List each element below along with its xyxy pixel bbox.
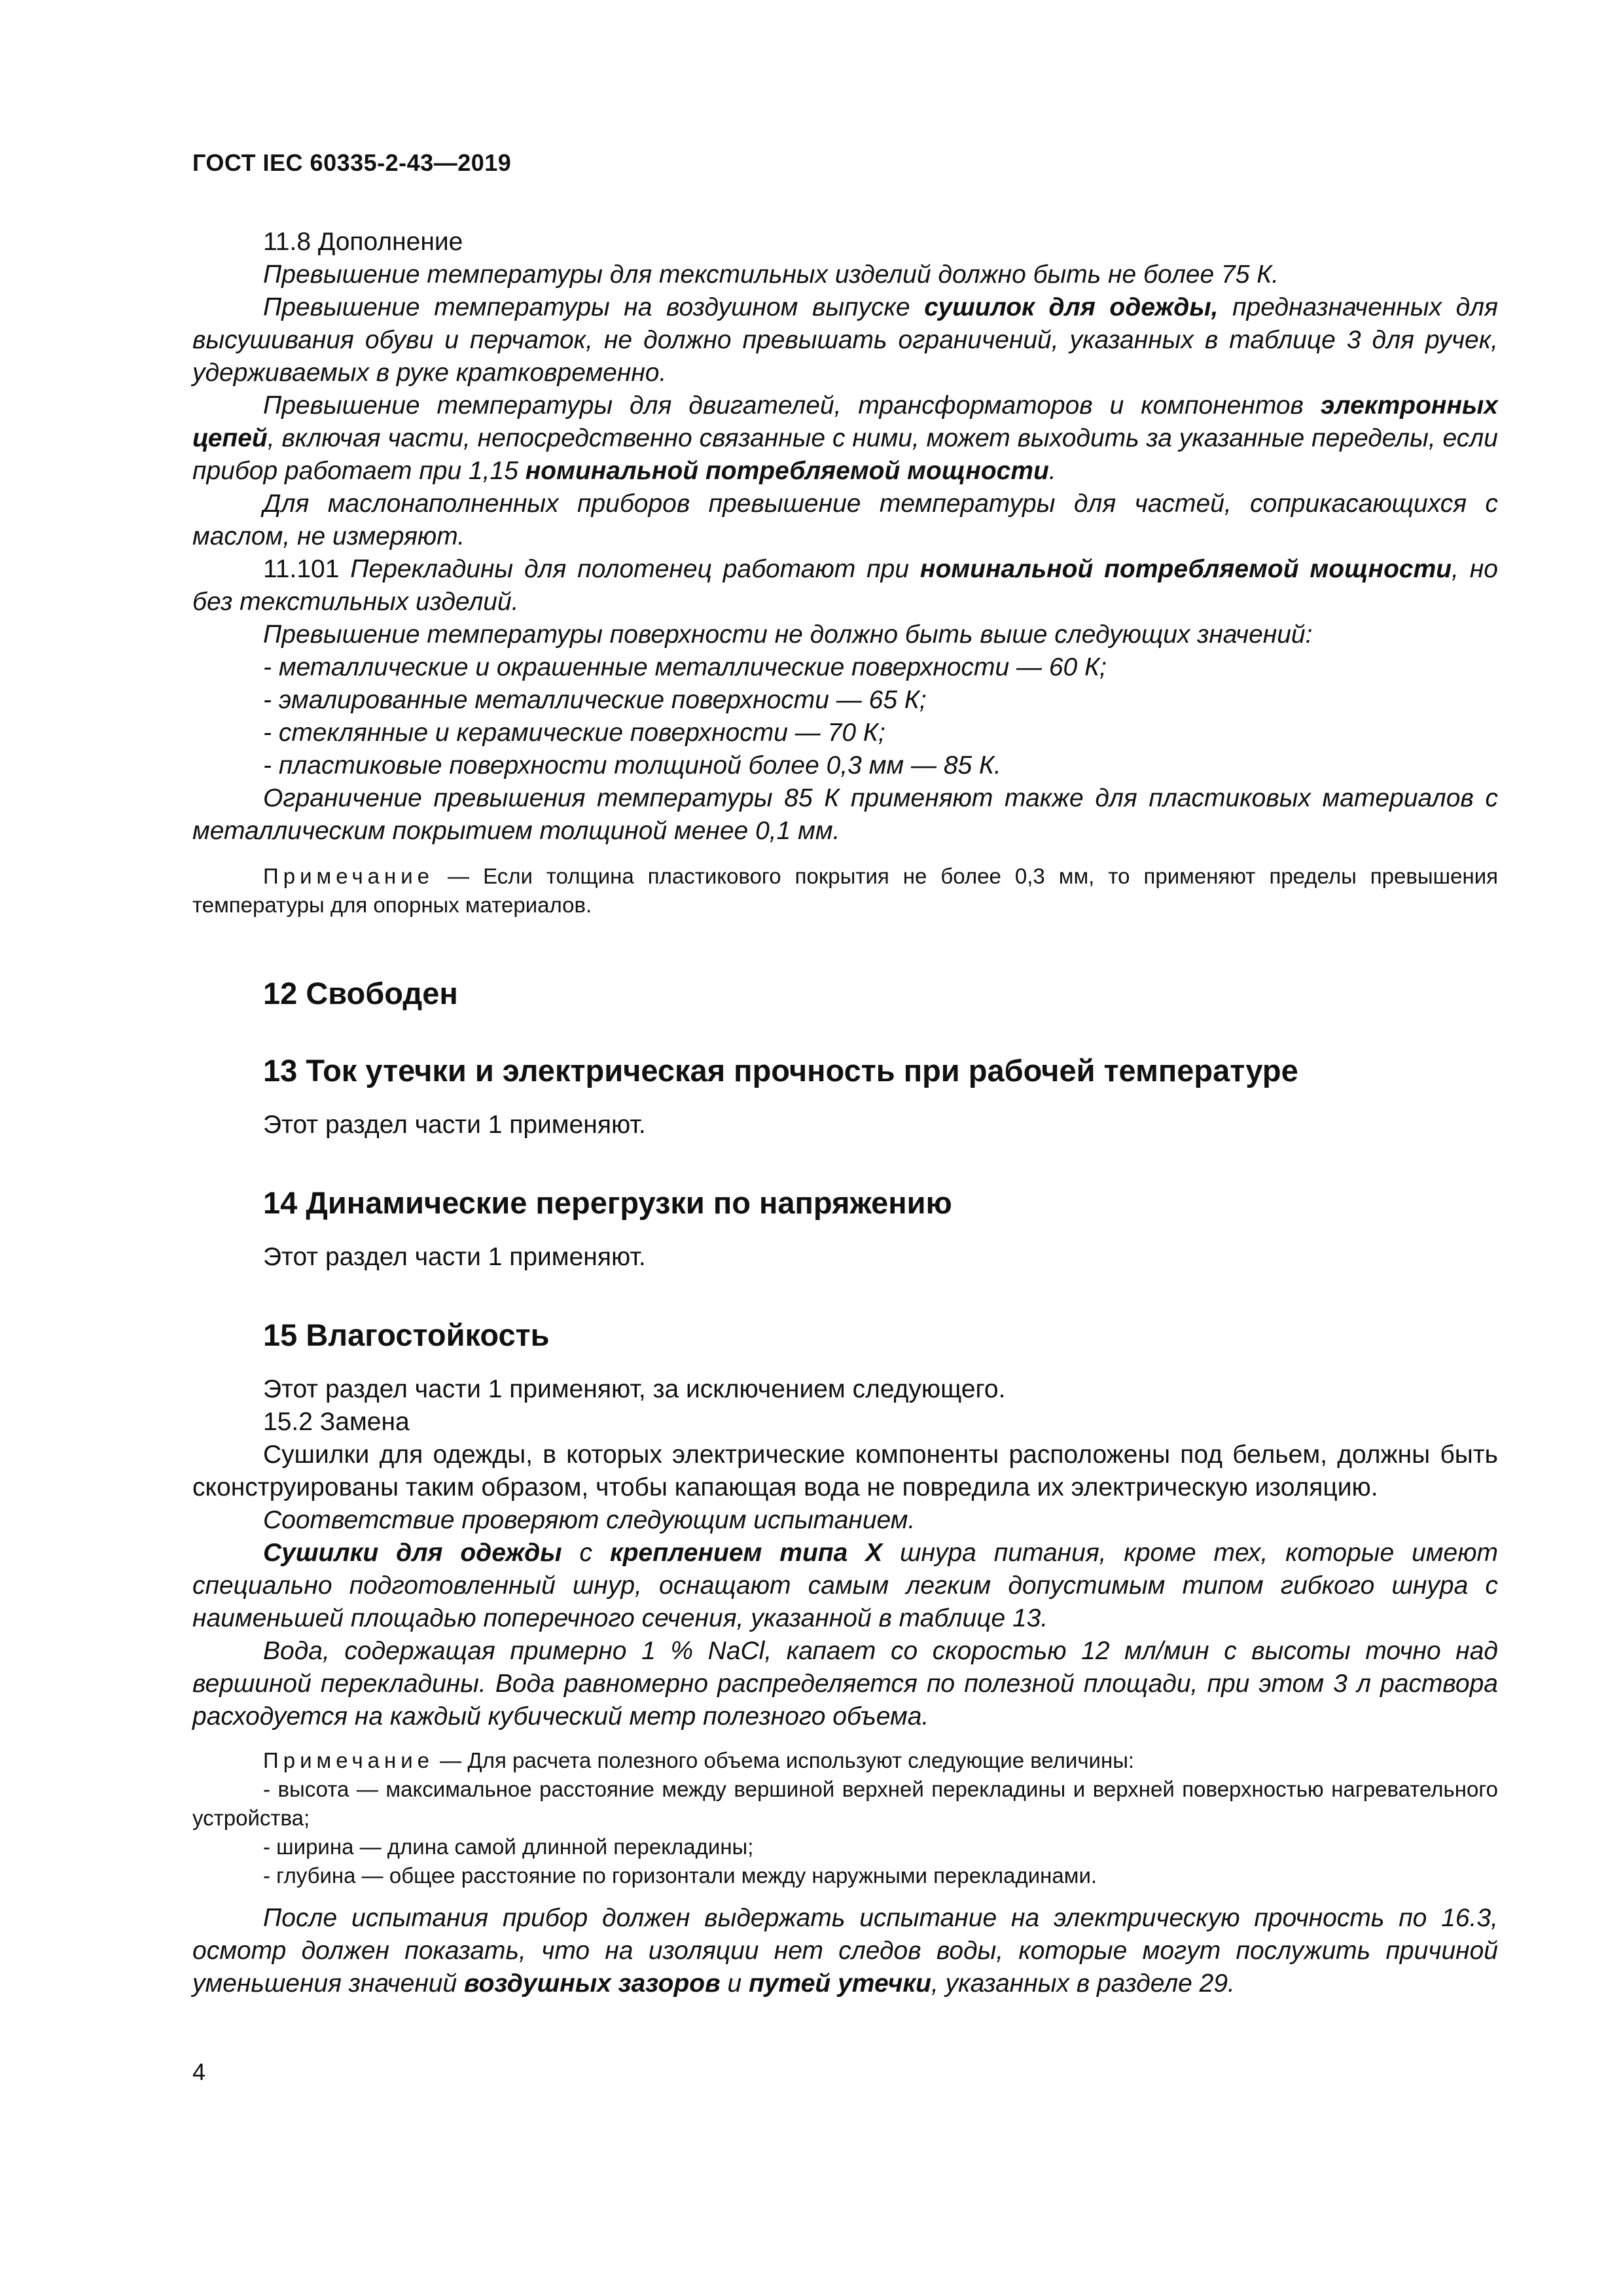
- paragraph: Сушилки для одежды с креплением типа X шнура питания, кроме тех, которые имеют специально подготовленный шнур, оснащают самым легким допустимым типом гибкого шнура с наименьшей площадью поперечного сечения, указанной в таблице 13.: [192, 1539, 1499, 1632]
- section-14-block: [192, 1183, 1498, 1274]
- section-15-block: [192, 1316, 1498, 2000]
- paragraph: Сушилки для одежды, в которых электрические компоненты расположены под бельем, должны быть сконструированы таким образом, чтобы капающая вода не повредила их электрическую изоляцию.: [192, 1441, 1498, 1501]
- paragraph: Вода, содержащая примерно 1 % NaCl, капает со скоростью 12 мл/мин с высоты точно над вершиной перекладины. Вода равномерно распределяется по полезной площади, при этом 3 л раствора расходуется на каждый кубический метр полезного объема.: [192, 1637, 1498, 1731]
- section-11-block: [192, 226, 1498, 920]
- section-14-title: 14 Динамические перегрузки по напряжению: [263, 1185, 952, 1220]
- list-item: - стеклянные и керамические поверхности — 70 К;: [263, 719, 885, 747]
- document-header: ГОСТ IEC 60335-2-43—2019: [192, 149, 512, 176]
- clause-15-2-title: 15.2 Замена: [263, 1408, 410, 1436]
- section-13-block: [192, 1051, 1498, 1141]
- clause-11-101: 11.101 Перекладины для полотенец работают при номинальной потребляемой мощности, но без текстильных изделий.: [192, 555, 1498, 616]
- note: Примечание — Для расчета полезного объема используют следующие величины:: [263, 1748, 1135, 1772]
- paragraph: Соответствие проверяют следующим испытанием.: [263, 1506, 916, 1534]
- paragraph: Этот раздел части 1 применяют.: [263, 1243, 646, 1271]
- list-item: - эмалированные металлические поверхности — 65 К;: [263, 686, 927, 714]
- note-list-item: - ширина — длина самой длинной перекладины;: [263, 1835, 754, 1859]
- page-number: 4: [192, 2058, 206, 2085]
- paragraph: Превышение температуры для двигателей, трансформаторов и компонентов электронных цепей, включая части, непосредственно связанные с ними, может выходить за указанные переделы, если прибор работает при 1,15 номинальной потребляемой мощности.: [192, 391, 1498, 485]
- paragraph: Превышение температуры поверхности не должно быть выше следующих значений:: [263, 620, 1313, 649]
- paragraph: Этот раздел части 1 применяют, за исключением следующего.: [263, 1375, 1006, 1403]
- section-15-title: 15 Влагостойкость: [263, 1318, 550, 1352]
- note-list-item: - глубина — общее расстояние по горизонтали между наружными перекладинами.: [263, 1863, 1097, 1888]
- paragraph: Превышение температуры на воздушном выпуске сушилок для одежды, предназначенных для высушивания обуви и перчаток, не должно превышать ограничений, указанных в таблице 3 для ручек, удерживаемых в руке кратковременно.: [192, 293, 1499, 387]
- list-item: - пластиковые поверхности толщиной более 0,3 мм — 85 К.: [263, 751, 1001, 780]
- section-12-block: [192, 974, 1498, 1013]
- paragraph: Для маслонаполненных приборов превышение температуры для частей, соприкасающихся с маслом, не измеряют.: [192, 490, 1498, 550]
- list-item: - металлические и окрашенные металлические поверхности — 60 К;: [263, 653, 1107, 681]
- paragraph: Этот раздел части 1 применяют.: [263, 1111, 646, 1139]
- section-13-title: 13 Ток утечки и электрическая прочность при рабочей температуре: [263, 1053, 1298, 1088]
- note-list-item: - высота — максимальное расстояние между вершиной верхней перекладины и верхней поверхностью нагревательного устройства;: [192, 1777, 1498, 1830]
- clause-11-8-title: 11.8 Дополнение: [263, 228, 463, 256]
- paragraph: Ограничение превышения температуры 85 К применяют также для пластиковых материалов с металлическим покрытием толщиной менее 0,1 мм.: [192, 784, 1498, 845]
- paragraph: После испытания прибор должен выдержать испытание на электрическую прочность по 16.3, осмотр должен показать, что на изоляции нет следов воды, которые могут послужить причиной уменьшения значений воздушных зазоров и путей утечки, указанных в разделе 29.: [192, 1904, 1498, 1998]
- note: Примечание — Если толщина пластикового покрытия не более 0,3 мм, то применяют пределы превышения температуры для опорных материалов.: [192, 864, 1498, 917]
- section-12-title: 12 Свободен: [263, 976, 458, 1011]
- paragraph: Превышение температуры для текстильных изделий должно быть не более 75 К.: [263, 260, 1279, 289]
